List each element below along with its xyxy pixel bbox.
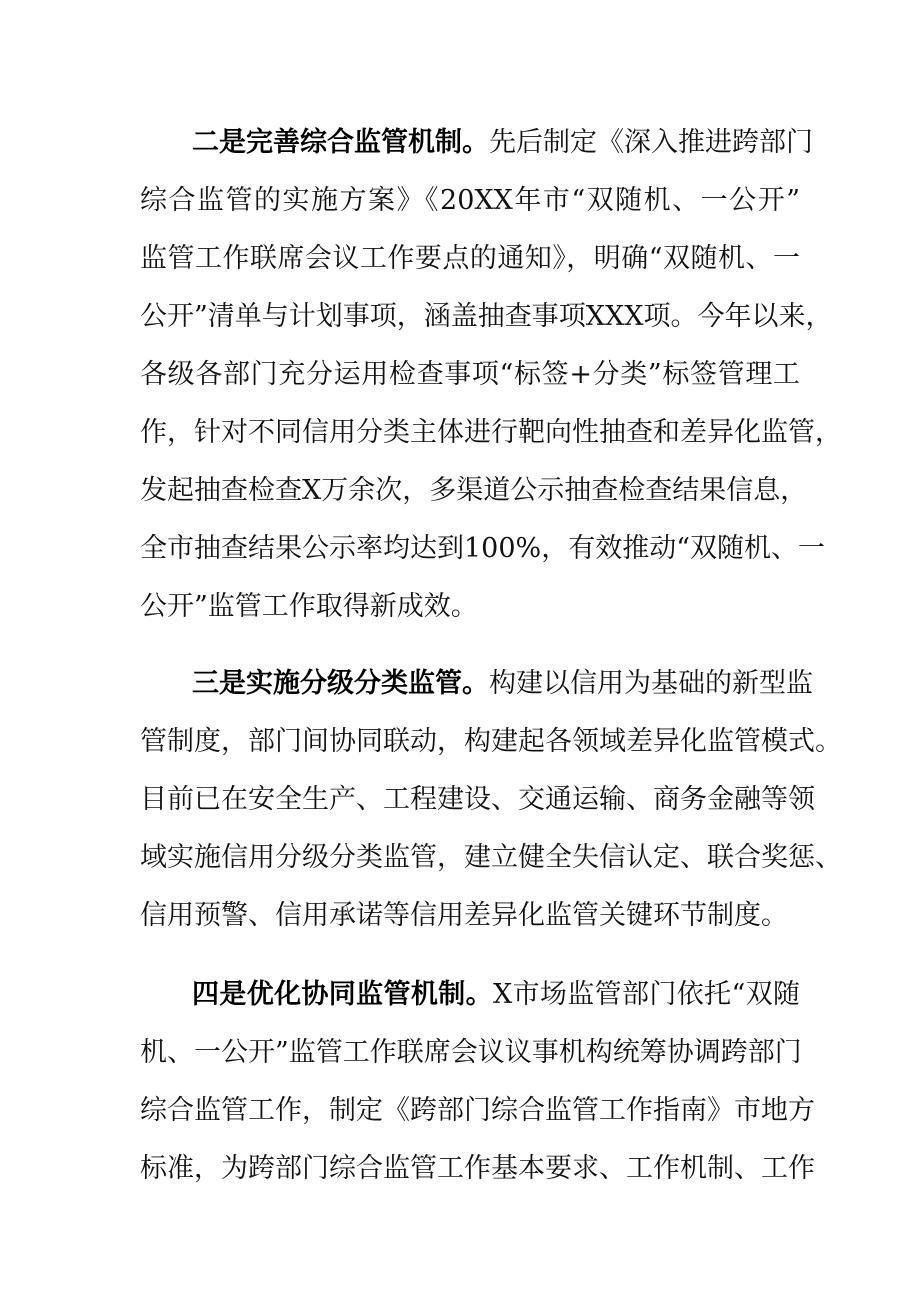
paragraph-line: 监管工作联席会议工作要点的通知》，明确“双随机、一: [140, 243, 800, 274]
paragraph-line: 目前已在安全生产、工程建设、交通运输、商务金融等领: [140, 784, 815, 815]
paragraph-line: 公开”监管工作取得新成效。: [140, 591, 478, 622]
paragraph-line: [192, 123, 813, 163]
paragraph-heading: 二是完善综合监管机制。: [192, 127, 489, 158]
paragraph-text: 先后制定《深入推进跨部门: [489, 127, 813, 158]
paragraph-line: [192, 975, 800, 1015]
paragraph-line: [192, 664, 813, 704]
paragraph-line: 综合监管工作，制定《跨部门综合监管工作指南》市地方: [140, 1095, 815, 1126]
paragraph-line: 标准，为跨部门综合监管工作基本要求、工作机制、工作: [140, 1153, 815, 1184]
paragraph-text: 构建以信用为基础的新型监: [489, 668, 813, 699]
paragraph-line: 综合监管的实施方案》《20XX年市“双随机、一公开”: [140, 185, 800, 216]
paragraph-text: X市场监管部门依托“双随: [492, 979, 800, 1010]
paragraph-line: 管制度，部门间协同联动，构建起各领域差异化监管模式。: [140, 726, 842, 757]
paragraph-line: 信用预警、信用承诺等信用差异化监管关键环节制度。: [140, 900, 788, 931]
paragraph-line: 作，针对不同信用分类主体进行靶向性抽查和差异化监管，: [140, 417, 842, 448]
paragraph-line: 各级各部门充分运用检查事项“标签+分类”标签管理工: [140, 359, 800, 390]
paragraph-heading: 四是优化协同监管机制。: [192, 979, 493, 1010]
paragraph-heading: 三是实施分级分类监管。: [192, 668, 489, 699]
paragraph-line: 域实施信用分级分类监管，建立健全失信认定、联合奖惩、: [140, 842, 842, 873]
paragraph-line: 机、一公开”监管工作联席会议议事机构统筹协调跨部门: [140, 1037, 802, 1068]
paragraph-line: 公开”清单与计划事项，涵盖抽查事项XXX项。今年以来，: [140, 301, 833, 332]
paragraph-line: 全市抽查结果公示率均达到100%，有效推动“双随机、一: [140, 533, 825, 564]
paragraph-line: 发起抽查检查X万余次，多渠道公示抽查检查结果信息，: [140, 475, 808, 506]
